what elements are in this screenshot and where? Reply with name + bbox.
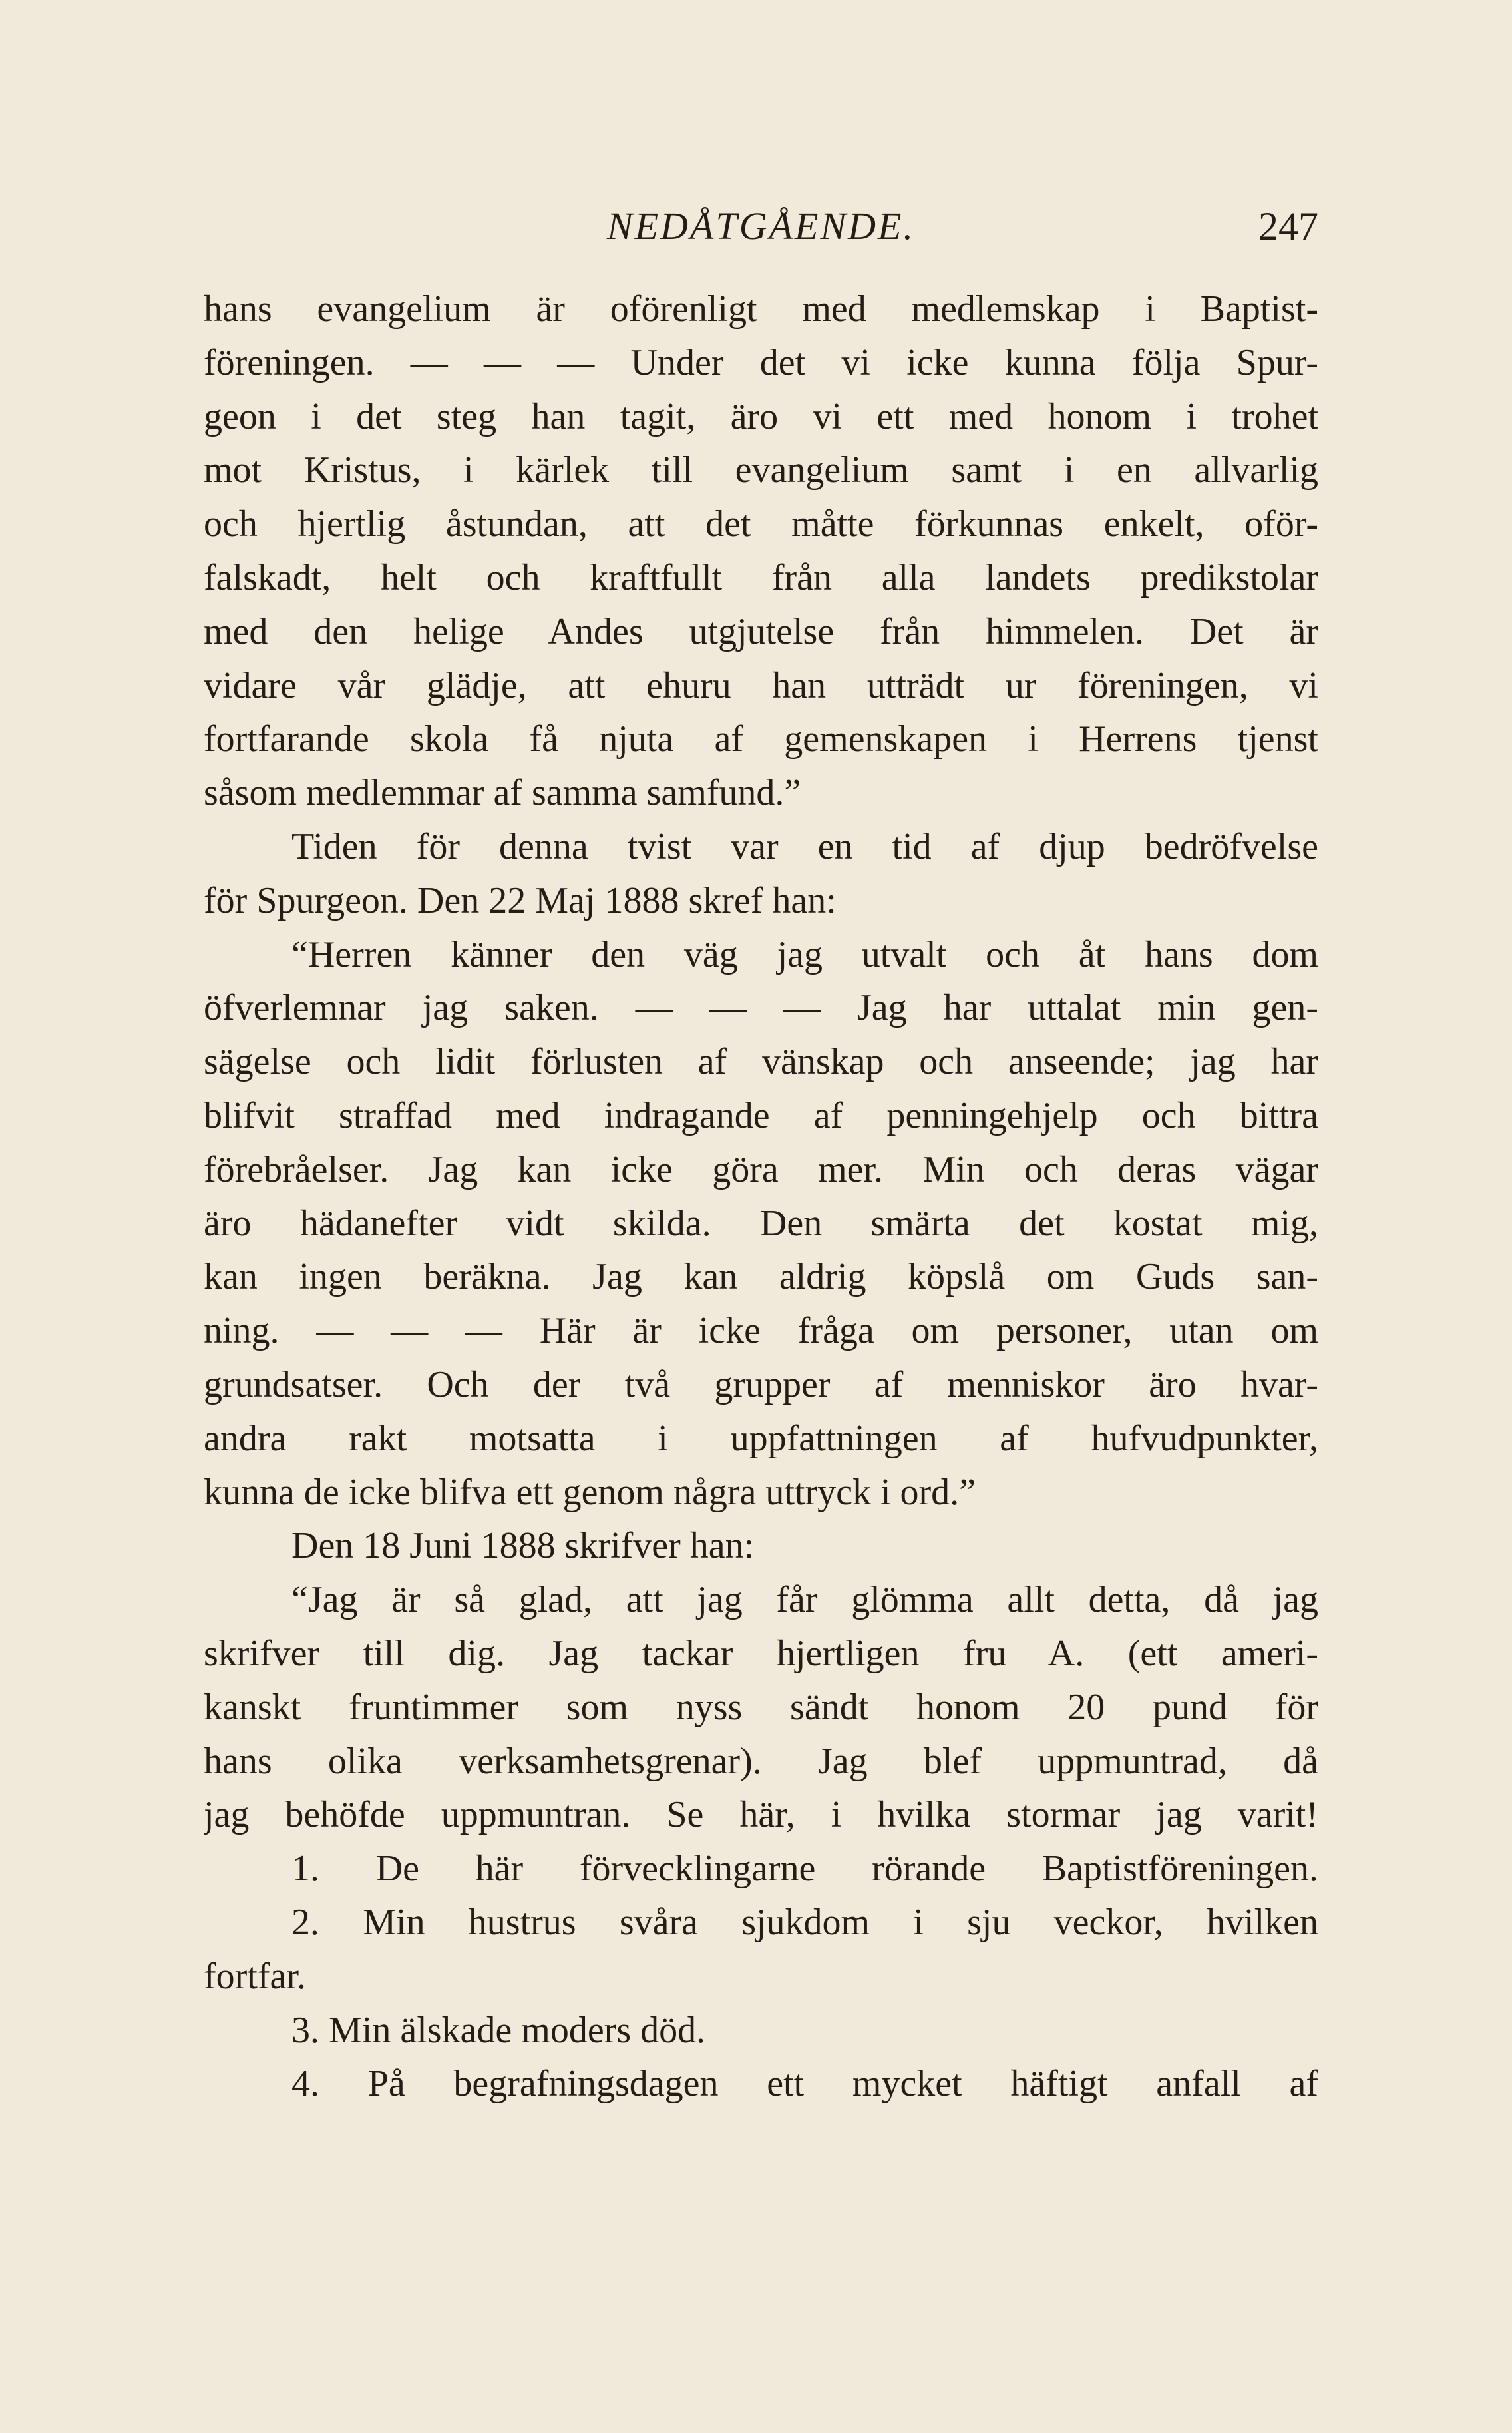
page-number: 247 bbox=[1258, 204, 1318, 248]
text-line: 2. Min hustrus svåra sjukdom i sju veckor, hvilken bbox=[291, 1901, 1318, 1943]
text-line: med den helige Andes utgjutelse från himmelen. Det är bbox=[204, 610, 1318, 652]
text-line: “Jag är så glad, att jag får glömma allt detta, då jag bbox=[291, 1579, 1318, 1621]
text-line: öfverlemnar jag saken. — — — Jag har uttalat min gen- bbox=[204, 987, 1318, 1029]
page-header bbox=[204, 204, 1318, 250]
text-line: sägelse och lidit förlusten af vänskap och anseende; jag har bbox=[204, 1041, 1318, 1083]
text-line: kan ingen beräkna. Jag kan aldrig köpslå om Guds san- bbox=[204, 1256, 1318, 1298]
text-line: vidare vår glädje, att ehuru han utträdt ur föreningen, vi bbox=[204, 664, 1318, 706]
text-line: 1. De här förvecklingarne rörande Baptistföreningen. bbox=[291, 1848, 1318, 1890]
text-line: hans evangelium är oförenligt med medlemskap i Baptist- bbox=[204, 288, 1318, 330]
running-head: NEDÅTGÅENDE. bbox=[607, 204, 915, 248]
text-line: jag behöfde uppmuntran. Se här, i hvilka stormar jag varit! bbox=[204, 1794, 1318, 1836]
text-line: hans olika verksamhetsgrenar). Jag blef uppmuntrad, då bbox=[204, 1740, 1318, 1782]
text-line: falskadt, helt och kraftfullt från alla landets predikstolar bbox=[204, 556, 1318, 598]
body-text bbox=[204, 282, 1318, 2111]
text-line: förebråelser. Jag kan icke göra mer. Min och deras vägar bbox=[204, 1148, 1318, 1190]
text-line: blifvit straffad med indragande af penningehjelp och bittra bbox=[204, 1094, 1318, 1136]
text-line: grundsatser. Och der två grupper af menniskor äro hvar- bbox=[204, 1363, 1318, 1405]
text-line: föreningen. — — — Under det vi icke kunna följa Spur- bbox=[204, 341, 1318, 383]
text-line: såsom medlemmar af samma samfund.” bbox=[204, 772, 801, 814]
text-line: och hjertlig åstundan, att det måtte förkunnas enkelt, oför- bbox=[204, 503, 1318, 545]
text-line: geon i det steg han tagit, äro vi ett med honom i trohet bbox=[204, 395, 1318, 437]
text-line: fortfar. bbox=[204, 1955, 306, 1997]
text-line: Tiden för denna tvist var en tid af djup bedröfvelse bbox=[291, 825, 1318, 867]
text-line: för Spurgeon. Den 22 Maj 1888 skref han: bbox=[204, 879, 837, 921]
text-line: skrifver till dig. Jag tackar hjertligen fru A. (ett ameri- bbox=[204, 1632, 1318, 1674]
text-line: “Herren känner den väg jag utvalt och åt hans dom bbox=[291, 933, 1318, 975]
text-line: fortfarande skola få njuta af gemenskapen i Herrens tjenst bbox=[204, 718, 1318, 760]
text-line: kanskt fruntimmer som nyss sändt honom 20 pund för bbox=[204, 1686, 1318, 1728]
text-line: äro hädanefter vidt skilda. Den smärta det kostat mig, bbox=[204, 1202, 1318, 1244]
text-line: 4. På begrafningsdagen ett mycket häftigt anfall af bbox=[291, 2063, 1318, 2105]
text-line: ning. — — — Här är icke fråga om personer, utan om bbox=[204, 1310, 1318, 1352]
text-line: kunna de icke blifva ett genom några uttryck i ord.” bbox=[204, 1471, 976, 1513]
text-line: Den 18 Juni 1888 skrifver han: bbox=[291, 1525, 755, 1567]
text-line: andra rakt motsatta i uppfattningen af hufvudpunkter, bbox=[204, 1417, 1318, 1459]
text-line: mot Kristus, i kärlek till evangelium samt i en allvarlig bbox=[204, 449, 1318, 491]
text-line: 3. Min älskade moders död. bbox=[291, 2009, 706, 2051]
